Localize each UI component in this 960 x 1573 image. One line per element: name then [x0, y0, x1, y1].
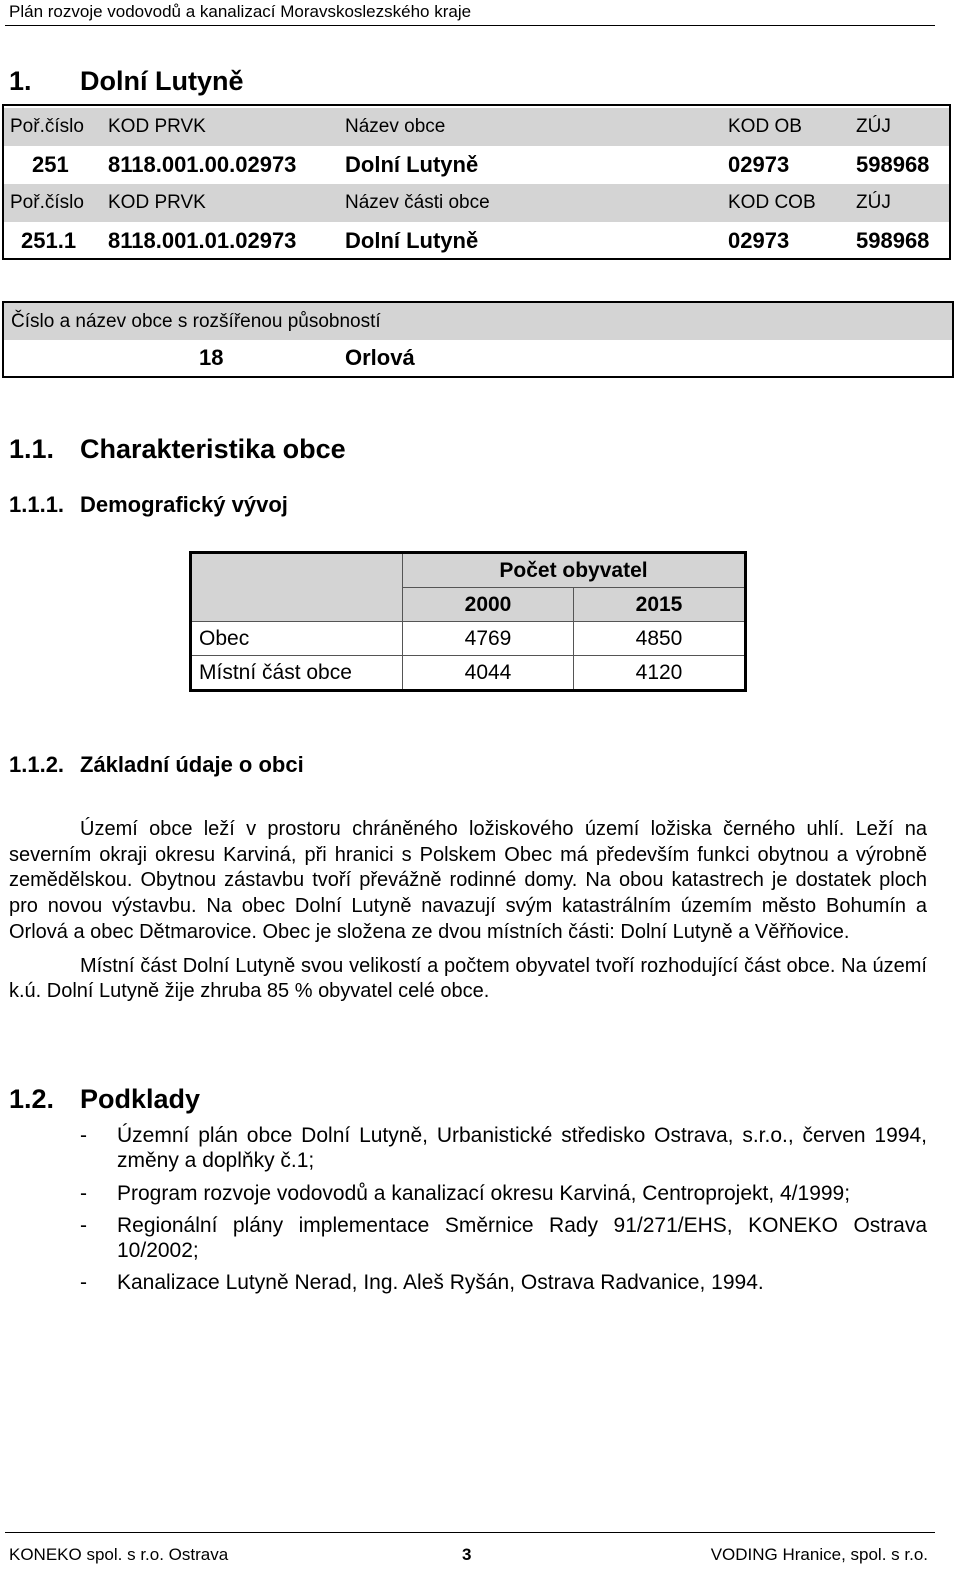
value-nazev: Dolní Lutyně: [345, 152, 479, 177]
id-value-row: [4, 146, 949, 184]
label-nazev: Název obce: [345, 116, 446, 137]
id-label-row: [4, 108, 949, 146]
section-title: Dolní Lutyně: [80, 66, 244, 96]
footer-divider: [5, 1532, 935, 1533]
municipality-id-table: [2, 104, 951, 260]
page-number: 3: [462, 1545, 472, 1564]
year-header: 2015: [574, 588, 746, 622]
table-row: [191, 622, 746, 656]
section-title: Charakteristika obce: [80, 434, 346, 464]
header-divider: [5, 25, 935, 26]
orp-number: 18: [199, 345, 224, 370]
description-text: [9, 817, 927, 1005]
list-item-text: Regionální plány implementace Směrnice Rady 91/271/EHS, KONEKO Ostrava 10/2002;: [117, 1214, 927, 1262]
label-kod-cob: KOD COB: [728, 192, 816, 213]
paragraph: Místní část Dolní Lutyně svou velikostí a počtem obyvatel tvoří rozhodující část obce. Na území k.ú. Dolní Lutyně žije zhruba 85 % obyvatel celé obce.: [9, 954, 927, 1003]
subsection-number: 1.1.1.: [9, 492, 65, 517]
label-kod: KOD OB: [728, 116, 802, 137]
section-number: 1.2.: [9, 1084, 55, 1114]
table-row: [191, 656, 746, 691]
subsection-title: Základní údaje o obci: [80, 752, 304, 777]
bullet-dash: -: [80, 1271, 87, 1294]
bullet-dash: -: [80, 1214, 87, 1237]
value-kod: 02973: [728, 228, 790, 253]
row-value: 4769: [403, 622, 574, 656]
id-label-row: [4, 184, 949, 222]
sources-list: [80, 1123, 927, 1303]
page-header-title: Plán rozvoje vodovodů a kanalizací Moravskoslezského kraje: [9, 2, 472, 21]
id-value-row: [4, 222, 949, 260]
population-header: Počet obyvatel: [403, 553, 746, 588]
footer-left: KONEKO spol. s r.o. Ostrava: [9, 1545, 229, 1564]
year-header: 2000: [403, 588, 574, 622]
row-value: 4850: [574, 622, 746, 656]
section-number: 1.1.: [9, 434, 55, 464]
value-zuj: 598968: [856, 228, 930, 253]
label-kod-prvk: KOD PRVK: [108, 116, 206, 137]
orp-name: Orlová: [345, 345, 415, 370]
subsection-title: Demografický vývoj: [80, 492, 288, 517]
population-table: [189, 551, 747, 692]
section-number: 1.: [9, 66, 32, 96]
value-nazev: Dolní Lutyně: [345, 228, 479, 253]
label-kod-prvk: KOD PRVK: [108, 192, 206, 213]
subsection-number: 1.1.2.: [9, 752, 65, 777]
list-item-text: Územní plán obce Dolní Lutyně, Urbanistické středisko Ostrava, s.r.o., červen 1994, změny a doplňky č.1;: [117, 1124, 927, 1172]
bullet-dash: -: [80, 1182, 87, 1205]
label-zuj: ZÚJ: [856, 116, 891, 137]
value-kod-prvk: 8118.001.01.02973: [108, 228, 297, 253]
section-title: Podklady: [80, 1084, 201, 1114]
value-kod-prvk: 8118.001.00.02973: [108, 152, 297, 177]
row-value: 4120: [574, 656, 746, 691]
list-item-text: Program rozvoje vodovodů a kanalizací okresu Karviná, Centroprojekt, 4/1999;: [117, 1182, 851, 1205]
paragraph: Území obce leží v prostoru chráněného ložiskového území ložiska černého uhlí. Leží na severním okraji okresu Karviná, při hranici s Polskem Obec má především funkci obytnou a výrobně zemědělskou. Obytnou zástavbu tvoří převážně rodinné domy. Na obou katastrech je dostatek ploch pro novou výstavbu. Na obec Dolní Lutyně navazují svým katastrálním územím město Bohumín a Orlová a obec Dětmarovice. Obec je složena ze dvou místních části: Dolní Lutyně a Věřňovice.: [9, 818, 927, 943]
value-por: 251.1: [21, 228, 77, 253]
value-kod: 02973: [728, 152, 790, 177]
footer-right: VODING Hranice, spol. s r.o.: [710, 1545, 928, 1564]
value-zuj: 598968: [856, 152, 930, 177]
list-item-text: Kanalizace Lutyně Nerad, Ing. Aleš Ryšán, Ostrava Radvanice, 1994.: [117, 1271, 764, 1294]
label-por: Poř.číslo: [10, 116, 84, 137]
row-value: 4044: [403, 656, 574, 691]
label-nazev-casti: Název části obce: [345, 192, 490, 213]
bullet-dash: -: [80, 1124, 87, 1147]
row-label: Místní část obce: [191, 656, 403, 691]
value-por: 251: [32, 152, 69, 177]
row-label: Obec: [191, 622, 403, 656]
orp-box: [2, 301, 954, 378]
orp-label: Číslo a název obce s rozšířenou působností: [11, 311, 381, 332]
label-por: Poř.číslo: [10, 192, 84, 213]
empty-corner-cell: [191, 553, 403, 622]
label-zuj: ZÚJ: [856, 192, 891, 213]
